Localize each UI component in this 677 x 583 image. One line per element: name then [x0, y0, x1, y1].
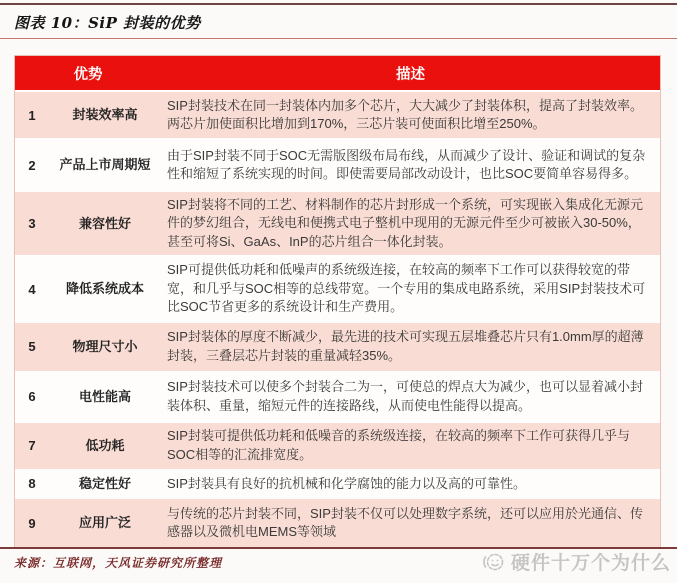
table-row	[15, 90, 660, 138]
row-number: 4	[28, 281, 36, 297]
row-description: SIP封装技术可以使多个封装合二为一，可使总的焊点大为减少，也可以显着减小封装体积、重量，缩短元件的连接路线，从而使电性能得以提高。	[167, 379, 643, 413]
table-row	[15, 255, 660, 320]
row-description: SIP封装具有良好的抗机械和化学腐蚀的能力以及高的可靠性。	[167, 475, 526, 491]
row-description: SIP可提供低功耗和低噪声的系统级连接，在较高的频率下工作可以获得较宽的带宽，和几乎与SOC相等的总线带宽。一个专用的集成电路系统，采用SIP封装技术可比SOC节省更多的系统设计和生产费用。	[167, 262, 646, 315]
table-row	[15, 469, 660, 497]
row-number: 3	[28, 216, 36, 232]
table-row	[15, 371, 660, 421]
row-advantage: 产品上市周期短	[59, 157, 151, 173]
row-advantage: 稳定性好	[78, 476, 131, 492]
row-advantage: 物理尺寸小	[72, 338, 138, 354]
table-row	[15, 497, 660, 547]
watermark-text: 硬件十万个为什么	[510, 553, 671, 574]
row-advantage: 封装效率高	[72, 107, 138, 123]
row-advantage: 低功耗	[85, 437, 125, 453]
row-number: 9	[28, 515, 36, 531]
row-advantage: 应用广泛	[78, 515, 131, 531]
row-description: SIP封装将不同的工艺、材料制作的芯片封形成一个系统，可实现嵌入集成化无源元件的梦幻组合，无线电和便携式电子整机中现用的无源元件至少可被嵌入30-50%，甚至可将Si、GaAs、InP的芯片组合一体化封装。	[167, 197, 643, 249]
row-description: SIP封装技术在同一封装体内加多个芯片，大大减少了封装体积，提高了封装效率。两芯片加使面积比增加到170%，三芯片装可使面积比增至250%。	[167, 97, 643, 131]
column-header-description: 描述	[396, 66, 425, 83]
row-number: 5	[28, 339, 36, 355]
table-row	[15, 421, 660, 469]
table-row	[15, 138, 660, 190]
table-row	[15, 321, 660, 371]
row-description: SIP封装体的厚度不断减少，最先进的技术可实现五层堆叠芯片只有1.0mm厚的超薄封装，三叠层芯片封装的重量减轻35%。	[167, 329, 644, 363]
column-header-advantage: 优势	[73, 66, 103, 83]
advantages-table	[14, 55, 661, 548]
top-rule	[0, 3, 677, 5]
row-advantage: 兼容性好	[78, 215, 131, 231]
source-note: 来源：互联网，天风证券研究所整理	[14, 556, 223, 570]
row-number: 6	[28, 389, 36, 405]
row-description: 与传统的芯片封装不同，SIP封装不仅可以处理数字系统，还可以应用於光通信、传感器以及微机电MEMS等领域	[167, 505, 643, 540]
table-row	[15, 190, 660, 255]
row-number: 1	[28, 107, 36, 123]
row-number: 7	[28, 438, 36, 454]
smiley-logo-icon	[482, 550, 506, 574]
row-advantage: 电性能高	[78, 388, 131, 404]
row-number: 8	[28, 476, 36, 492]
row-description: 由于SIP封装不同于SOC无需版图级布局布线，从而减少了设计、验证和调试的复杂性和缩短了系统实现的时间。即使需要局部改动设计，也比SOC要简单容易得多。	[167, 147, 646, 181]
row-number: 2	[28, 157, 36, 173]
table-body	[15, 90, 660, 547]
row-advantage: 降低系统成本	[65, 281, 144, 297]
title-divider	[0, 38, 677, 39]
figure-title: 图表 10：SiP 封装的优势	[14, 14, 201, 32]
watermark	[482, 548, 671, 575]
table-header-row	[15, 56, 660, 90]
row-description: SIP封装可提供低功耗和低噪音的系统级连接，在较高的频率下工作可获得几乎与SOC相等的汇流排宽度。	[167, 428, 630, 462]
